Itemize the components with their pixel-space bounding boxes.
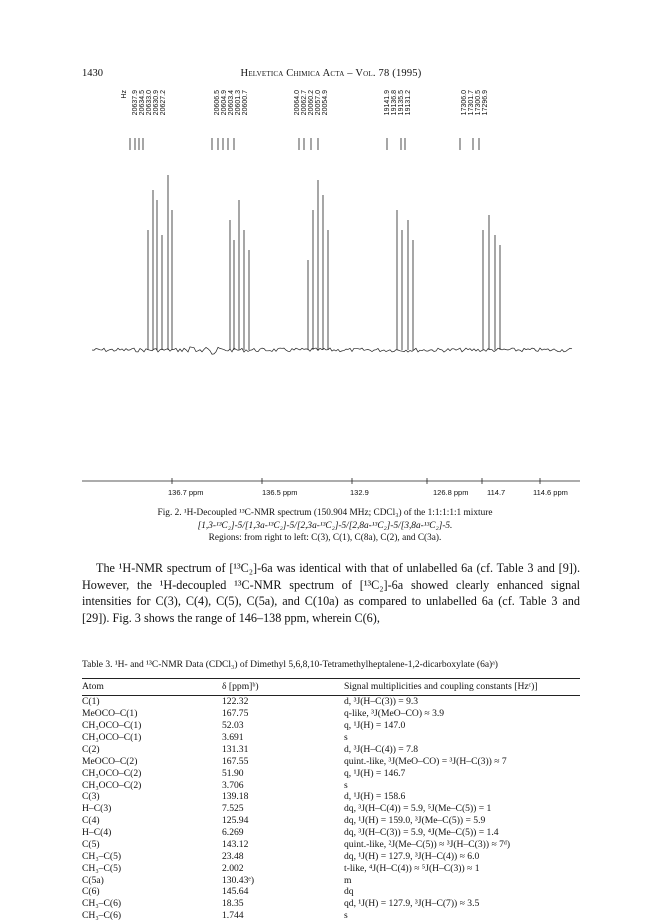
multiplicity-cell: dq — [344, 886, 354, 898]
delta-cell: 130.43ᵉ) — [222, 874, 255, 886]
atom-cell: CH₃–C(5) — [82, 862, 122, 874]
table-row — [82, 696, 580, 708]
axis-label: 114.7 — [487, 488, 506, 497]
delta-cell: 167.75 — [222, 708, 249, 720]
multiplicity-cell: s — [344, 779, 348, 791]
atom-cell: CH₃OCO–C(1) — [82, 732, 142, 744]
multiplicity-cell: q, ¹J(H) = 147.0 — [344, 720, 406, 732]
peak-label: 20604.9 — [221, 90, 228, 116]
atom-cell: CH₃OCO–C(2) — [82, 767, 142, 779]
delta-cell: 3.706 — [222, 779, 244, 791]
table-title: Table 3. ¹H- and ¹³C-NMR Data (CDCl₃) of Dimethyl 5,6,8,10-Tetramethylheptalene-1,2-dicarboxylate (6a)ᵃ) — [82, 660, 498, 670]
peak-label: 19136.8 — [391, 90, 398, 116]
peak-label: 20600.7 — [242, 90, 249, 116]
multiplicity-cell: q-like, ³J(MeO–CO) ≈ 3.9 — [344, 708, 445, 720]
table-row — [82, 862, 580, 874]
delta-cell: 143.12 — [222, 838, 249, 850]
delta-cell: 167.55 — [222, 755, 249, 767]
figure-caption — [90, 507, 560, 545]
delta-cell: 23.48 — [222, 850, 244, 862]
atom-cell: C(5) — [82, 838, 100, 850]
peak-label: 19135.5 — [398, 90, 405, 116]
peak-label: 20637.9 — [132, 90, 139, 116]
multiplicity-cell: q, ¹J(H) = 146.7 — [344, 767, 406, 779]
atom-cell: CH₃–C(6) — [82, 910, 122, 922]
table-row — [82, 779, 580, 791]
multiplicity-cell: d, ³J(H–C(3)) = 9.3 — [344, 696, 419, 708]
peak-label: 20606.5 — [214, 90, 221, 116]
atom-cell: C(5a) — [82, 874, 104, 886]
axis-label: 126.8 ppm — [433, 488, 469, 497]
page-number: 1430 — [82, 68, 103, 79]
table-row — [82, 767, 580, 779]
delta-cell: 3.691 — [222, 732, 244, 744]
delta-cell: 1.744 — [222, 910, 244, 922]
journal-title: Helvetica Chimica Acta – Vol. 78 (1995) — [240, 68, 422, 79]
atom-cell: C(6) — [82, 886, 100, 898]
peak-label: 20633.0 — [146, 90, 153, 116]
delta-cell: 7.525 — [222, 803, 244, 815]
table-row — [82, 886, 580, 898]
nmr-spectrum-plot — [82, 138, 580, 488]
multiplicity-cell: qd, ¹J(H) = 127.9, ³J(H–C(7)) ≈ 3.5 — [344, 898, 480, 910]
delta-cell: 145.64 — [222, 886, 249, 898]
atom-cell: C(1) — [82, 696, 100, 708]
peak-label: 17306.0 — [461, 90, 468, 116]
delta-cell: 51.90 — [222, 767, 244, 779]
table-row — [82, 839, 580, 851]
multiplicity-cell: dq, ¹J(H) = 127.9, ³J(H–C(4)) ≈ 6.0 — [344, 850, 480, 862]
multiplicity-cell: dq, ¹J(H) = 159.0, ³J(Me–C(5)) = 5.9 — [344, 815, 486, 827]
peak-label: 20057.0 — [315, 90, 322, 116]
table-row — [82, 720, 580, 732]
body-paragraph: The ¹H-NMR spectrum of [¹³C₂]-6a was identical with that of unlabelled 6a (cf. Table 3 and [9]). However, the ¹H-decoupled ¹³C-NMR spectrum of [¹³C₂]-6a showed clearly enhanced signal intensities for C(3), C(4), C(5), C(5a), and C(10a) as compared to unlabelled 6a (cf. Table 3 and [29]). Fig. 3 shows the range of 146–138 ppm, wherein C(6), — [82, 561, 580, 625]
table-row — [82, 708, 580, 720]
peak-label: 17296.9 — [482, 90, 489, 116]
peak-label: 19141.9 — [384, 90, 391, 116]
delta-cell: 52.03 — [222, 720, 244, 732]
peak-label: 20054.9 — [322, 90, 329, 116]
table-row — [82, 850, 580, 862]
peak-label: 20634.5 — [139, 90, 146, 116]
delta-cell: 6.269 — [222, 827, 244, 839]
delta-cell: 139.18 — [222, 791, 249, 803]
peak-label: 17301.7 — [468, 90, 475, 116]
delta-cell: 122.32 — [222, 696, 249, 708]
nmr-data-table — [82, 678, 580, 922]
caption-line-2: [1,3-¹³C₂]-5/[1,3a-¹³C₂]-5/[2,3a-¹³C₂]-5/[2,8a-¹³C₂]-5/[3,8a-¹³C₂]-5. — [197, 520, 453, 531]
table-row — [82, 874, 580, 886]
atom-cell: C(4) — [82, 815, 100, 827]
table-row — [82, 791, 580, 803]
table-row — [82, 732, 580, 744]
delta-cell: 2.002 — [222, 862, 244, 874]
table-row — [82, 815, 580, 827]
peak-label: 20627.2 — [160, 90, 167, 116]
delta-cell: 125.94 — [222, 815, 249, 827]
caption-line-1: Fig. 2. ¹H-Decoupled ¹³C-NMR spectrum (150.904 MHz; CDCl₃) of the 1:1:1:1:1 mixture — [157, 508, 493, 518]
peak-label: 20060.2 — [308, 90, 315, 116]
atom-cell: MeOCO–C(2) — [82, 755, 138, 767]
caption-line-3: Regions: from right to left: C(3), C(1), C(8a), C(2), and C(3a). — [208, 533, 442, 543]
peak-label: 17300.5 — [475, 90, 482, 116]
atom-cell: H–C(3) — [82, 803, 112, 815]
axis-label: 114.6 ppm — [533, 488, 568, 497]
axis-label: 136.5 ppm — [262, 488, 298, 497]
peak-label: 20630.9 — [153, 90, 160, 116]
atom-cell: H–C(4) — [82, 827, 112, 839]
multiplicity-cell: t-like, ⁴J(H–C(4)) ≈ ⁵J(H–C(3)) ≈ 1 — [344, 862, 480, 874]
atom-cell: C(3) — [82, 791, 100, 803]
delta-cell: 18.35 — [222, 898, 244, 910]
table-header-row — [82, 679, 580, 696]
multiplicity-cell: quint.-like, ³J(MeO–CO) = ³J(H–C(3)) ≈ 7 — [344, 755, 507, 767]
axis-label: 132.9 — [350, 488, 369, 497]
multiplicity-cell: d, ¹J(H) = 158.6 — [344, 791, 406, 803]
multiplicity-cell: m — [344, 874, 352, 886]
atom-cell: CH₃OCO–C(2) — [82, 779, 142, 791]
atom-cell: C(2) — [82, 743, 100, 755]
table-row — [82, 827, 580, 839]
peak-label: 20601.3 — [235, 90, 242, 116]
peak-label: 20064.0 — [294, 90, 301, 116]
multiplicity-cell: dq, ³J(H–C(3)) = 5.9, ⁴J(Me–C(5)) = 1.4 — [344, 827, 499, 839]
header-delta: δ [ppm]ᵇ) — [192, 679, 344, 696]
multiplicity-cell: s — [344, 732, 348, 744]
table-row — [82, 755, 580, 767]
table-row — [82, 898, 580, 910]
peak-label: 19131.2 — [405, 90, 412, 116]
hz-unit-label: Hz — [121, 90, 128, 99]
axis-label: 136.7 ppm — [168, 488, 204, 497]
multiplicity-cell: quint.-like, ²J(Me–C(5)) ≈ ³J(H–C(3)) ≈ 7ᵈ) — [344, 838, 511, 850]
delta-cell: 131.31 — [222, 743, 249, 755]
atom-cell: CH₃OCO–C(1) — [82, 720, 142, 732]
atom-cell: MeOCO–C(1) — [82, 708, 138, 720]
peak-label: 20062.7 — [301, 90, 308, 116]
multiplicity-cell: s — [344, 910, 348, 922]
peak-label: 20603.4 — [228, 90, 235, 116]
header-atom: Atom — [82, 679, 192, 696]
running-header — [82, 68, 580, 84]
table-row — [82, 803, 580, 815]
atom-cell: CH₃–C(6) — [82, 898, 122, 910]
header-multiplicities: Signal multiplicities and coupling constants [Hzᶜ)] — [344, 679, 580, 696]
multiplicity-cell: dq, ³J(H–C(4)) = 5.9, ⁵J(Me–C(5)) = 1 — [344, 803, 492, 815]
table-row — [82, 744, 580, 756]
atom-cell: CH₃–C(5) — [82, 850, 122, 862]
multiplicity-cell: d, ³J(H–C(4)) = 7.8 — [344, 743, 419, 755]
